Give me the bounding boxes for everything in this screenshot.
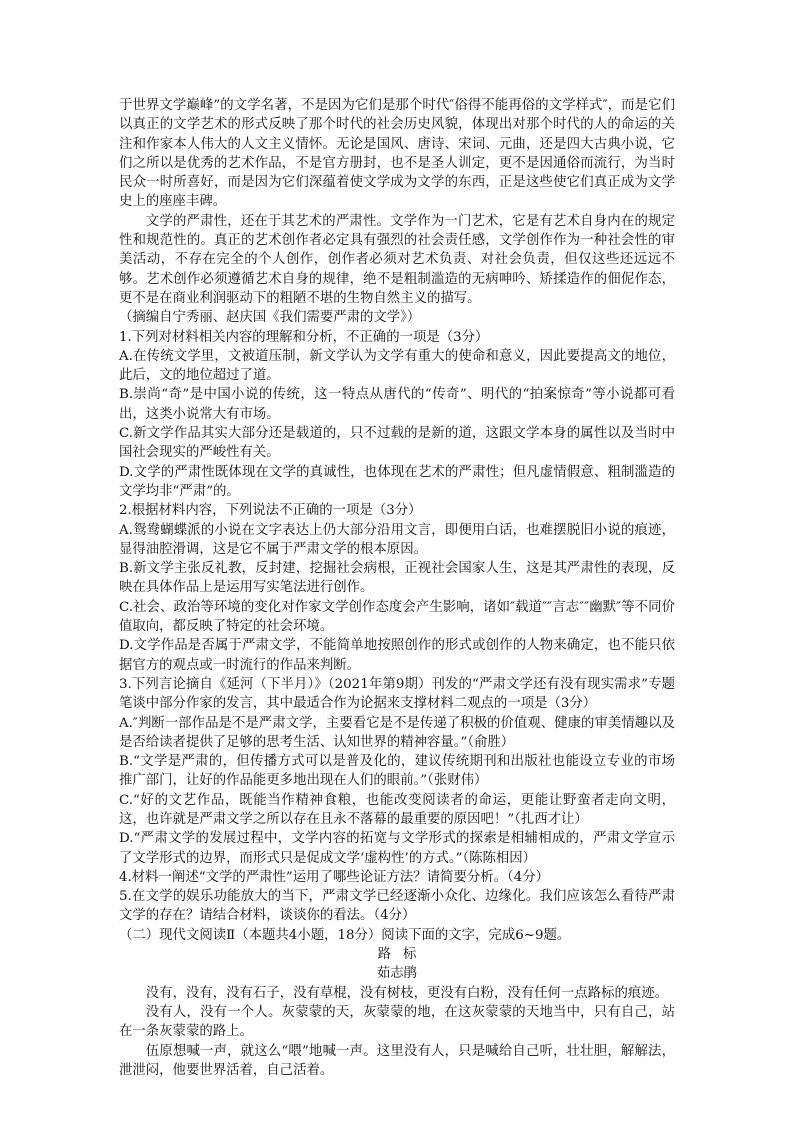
passage-paragraph: 于世界文学巅峰”的文学名著，不是因为它们是那个时代″俗得不能再俗的文学样式″，而是它们以真正的文学艺术的形式反映了那个时代的社会历史风貌，体现出对那个时代的人的命运的关注和作家本人伟大的人文主义情怀。无论是国风、唐诗、宋词、元曲，还是四大古典小说，它们之所以是优秀的艺术作品，不是官方册封，也不是圣人训定，更不是因通俗而流行，为当时民众一时所喜好，而是因为它们深蕴着使文学成为文学的东西，正是这些使它们真正成为文学史上的座座丰碑。 <box>119 98 675 210</box>
question-3-option-c: C.“好的文艺作品，既能当作精神食粮，也能改变阅读者的命运，更能让野蛮者走向文明，这，也许就是严肃文学之所以存在且永不落幕的最重要的原因吧！”（扎西才让） <box>119 792 675 827</box>
question-1-option-b: B.崇尚“奇”是中国小说的传统，这一特点从唐代的“传奇”、明代的“拍案惊奇”等小说都可看出，这类小说常大有市场。 <box>119 387 675 422</box>
story-paragraph: 没有，没有，没有石子，没有草棍，没有树枝，更没有白粉，没有任何一点路标的痕迹。 <box>145 985 669 1001</box>
question-2-option-b: B.新文学主张反礼教，反封建，挖掘社会病根，正视社会国家人生，这是其严肃性的表现，反映在具体作品上是运用写实笔法进行创作。 <box>119 561 675 596</box>
question-3-option-b: B.“文学是严肃的，但传播方式可以是普及化的，建议传统期刊和出版社也能设立专业的市场推广部门，让好的作品能更多地出现在人们的眼前。”（张财伟） <box>119 754 675 789</box>
story-paragraph: 伍原想喊一声，就这么“喂”地喊一声。这里没有人，只是喊给自己听，壮壮胆，解解法，泄泄闷，他要世界活着，自己活着。 <box>119 1043 675 1078</box>
story-title: 路标 <box>377 947 429 963</box>
question-2-option-d: D.文学作品是否属于严肃文学，不能简单地按照创作的形式或创作的人物来确定，也不能只依据官方的观点或一时流行的作品来判断。 <box>119 638 675 673</box>
question-1-option-d: D.文学的严肃性既体现在文学的真诚性，也体现在艺术的严肃性；但凡虚情假意、粗制滥造的文学均非“严肃”的。 <box>119 464 675 499</box>
question-2-stem: 2.根据材料内容，下列说法不正确的一项是（3分） <box>119 503 422 519</box>
question-2-option-a: A.鸳鸯蝴蝶派的小说在文字表达上仍大部分沿用文言，即便用白话，也难摆脱旧小说的痕迹，显得油腔滑调，这是它不属于严肃文学的根本原因。 <box>119 522 675 557</box>
question-3-option-d: D.“严肃文学的发展过程中，文学内容的拓宽与文学形式的探索是相辅相成的，严肃文学宣示了文学形式的边界，而形式只是促成文学‘虚构性’的方式。”（陈陈相因） <box>119 831 675 866</box>
page-content <box>119 96 675 1080</box>
story-paragraph: 没有人，没有一个人。灰蒙蒙的天，灰蒙蒙的地，在这灰蒙蒙的天地当中，只有自己，站在一条灰蒙蒙的路上。 <box>119 1004 675 1040</box>
source-citation: （摘编自宁秀丽、赵庆国《我们需要严肃的文学》） <box>119 310 421 326</box>
question-1-option-c: C.新文学作品其实大部分还是载道的，只不过载的是新的道，这跟文学本身的属性以及当时中国社会现实的严峻性有关。 <box>119 426 675 461</box>
passage-paragraph: 文学的严肃性，还在于其艺术的严肃性。文学作为一门艺术，它是有艺术自身内在的规定性和规范性的。真正的艺术创作者必定具有强烈的社会责任感，文学创作作为一种社会性的审美活动，不存在完全的个人创作，创作者必须对艺术负责、对社会负责，但仅这些还远远不够。艺术创作必须遵循艺术自身的规律，绝不是粗制滥造的无病呻吟、矫揉造作的佃伲作态，更不是在商业利润驱动下的粗陋不堪的生物自然主义的描写。 <box>119 213 675 306</box>
question-5: 5.在文学的娱乐功能放大的当下，严肃文学已经逐渐小众化、边缘化。我们应该怎么看待严肃文学的存在？请结合材料，谈谈你的看法。（4分） <box>119 889 675 924</box>
question-3-option-a: A.″判断一部作品是不是严肃文学，主要看它是不是传递了积极的价值观、健康的审美情趣以及是否给读者提供了足够的思考生活、认知世界的精神容量。”（俞胜） <box>119 715 675 750</box>
question-3-stem: 3.下列言论摘自《延河（下半月）》（2021年第9期）刊发的“严肃文学还有没有现实需求”专题笔谈中部分作家的发言，其中最适合作为论据来支撑材料二观点的一项是（3分） <box>119 676 675 712</box>
question-1-stem: 1.下列对材料相关内容的理解和分析，不正确的一项是（3分） <box>119 329 489 345</box>
section-heading: （二）现代文阅读Ⅱ（本题共4小题，18分）阅读下面的文字，完成6~9题。 <box>119 927 571 943</box>
question-4: 4.材料一阐述“文学的严肃性”运用了哪些论证方法？请简要分析。（4分） <box>119 869 550 885</box>
question-2-option-c: C.社会、政治等环境的变化对作家文学创作态度会产生影响，诸如″载道″″言志″″幽默″等不同价值取向，都反映了特定的社会环境。 <box>119 599 675 635</box>
question-1-option-a: A.在传统文学里，文被道压制，新文学认为文学有重大的使命和意义，因此要提高文的地位，此后，文的地位超过了道。 <box>119 348 675 384</box>
story-author: 茹志鹃 <box>376 966 418 982</box>
